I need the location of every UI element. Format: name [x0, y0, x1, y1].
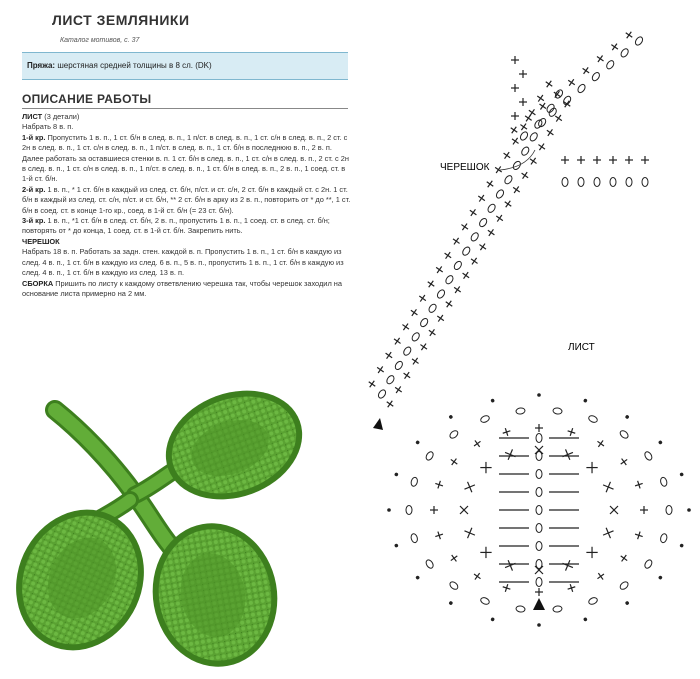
- single-crochet-symbol: [477, 241, 488, 252]
- row1-label: 1-й кр.: [22, 132, 46, 142]
- single-crochet-symbol: [486, 227, 497, 238]
- chain-stitch-symbol: [406, 506, 412, 515]
- chain-stitch-symbol: [410, 477, 418, 487]
- single-crochet-symbol: [508, 124, 519, 135]
- row3-text: 1 в. п., *1 ст. б/н в след. ст. б/н, 2 в. п., пропустить 1 в. п., 1 соед. ст. в след. ст. б/н; повторять от * до конца, 1 соед. ст. в 1-й ст. б/н. Закрепить нить.: [22, 216, 330, 236]
- stem-label-pointer: [500, 150, 535, 170]
- single-crochet-symbol: [472, 438, 483, 449]
- chain-stitch-symbol: [425, 451, 435, 462]
- single-crochet-symbol: [519, 170, 530, 181]
- chain-stitch-symbol: [503, 174, 513, 185]
- single-crochet-symbol: [618, 553, 629, 564]
- single-crochet-symbol: [410, 356, 421, 367]
- chain-stitch-symbol: [394, 360, 404, 371]
- yarn-info-box: [22, 52, 348, 80]
- single-crochet-symbol: [383, 350, 394, 361]
- single-crochet-symbol: [366, 378, 377, 389]
- single-crochet-symbol: [641, 156, 649, 164]
- chain-stitch-symbol: [620, 47, 630, 58]
- chain-stitch-symbol: [411, 331, 421, 342]
- single-crochet-symbol: [425, 278, 436, 289]
- slip-stitch-symbol: [679, 472, 684, 477]
- single-crochet-symbol: [400, 321, 411, 332]
- chain-stitch-symbol: [487, 203, 497, 214]
- chain-stitch-symbol: [605, 59, 615, 70]
- chain-stitch-symbol: [660, 477, 668, 487]
- yarn-label: Пряжа:: [27, 61, 56, 70]
- single-crochet-symbol: [468, 207, 479, 218]
- slip-stitch-symbol: [583, 617, 588, 622]
- chain-stitch-symbol: [425, 559, 435, 570]
- heading-divider: [22, 108, 348, 109]
- chain-stitch-symbol: [516, 605, 526, 612]
- single-crochet-symbol: [519, 70, 527, 78]
- chain-stitch-symbol: [536, 488, 542, 497]
- chain-stitch-symbol: [402, 346, 412, 357]
- slip-stitch-symbol: [448, 414, 453, 419]
- single-crochet-symbol: [640, 506, 648, 514]
- single-crochet-symbol: [519, 98, 527, 106]
- single-crochet-symbol: [502, 583, 512, 593]
- single-crochet-symbol: [625, 156, 633, 164]
- single-crochet-symbol: [443, 298, 454, 309]
- single-crochet-symbol: [484, 178, 495, 189]
- single-crochet-symbol: [545, 127, 556, 138]
- description-heading: ОПИСАНИЕ РАБОТЫ: [22, 92, 152, 106]
- single-crochet-symbol: [595, 53, 606, 64]
- stem-heading: ЧЕРЕШОК: [22, 236, 60, 246]
- single-crochet-symbol: [442, 250, 453, 261]
- single-crochet-symbol: [393, 384, 404, 395]
- single-crochet-symbol: [430, 506, 438, 514]
- slip-stitch-symbol: [658, 440, 663, 445]
- chain-stitch-symbol: [536, 434, 542, 443]
- chain-stitch-symbol: [536, 470, 542, 479]
- single-crochet-symbol: [494, 213, 505, 224]
- slip-stitch-symbol: [415, 440, 420, 445]
- chain-stitch-symbol: [594, 178, 600, 187]
- leaf-photo-top: [150, 372, 317, 518]
- single-crochet-symbol: [511, 84, 519, 92]
- chain-stitch-symbol: [619, 580, 630, 590]
- yarn-value: шерстяная средней толщины в 8 сл. (DK): [57, 61, 212, 70]
- single-crochet-symbol: [501, 150, 512, 161]
- single-crochet-symbol: [535, 424, 543, 432]
- chain-stitch-symbol: [562, 95, 572, 106]
- slip-stitch-symbol: [583, 398, 588, 403]
- chain-stitch-symbol: [626, 178, 632, 187]
- chain-stitch-symbol: [410, 533, 418, 543]
- slip-stitch-symbol: [415, 575, 420, 580]
- chain-stitch-symbol: [553, 605, 563, 612]
- chain-stitch-symbol: [536, 506, 542, 515]
- row1-text: Пропустить 1 в. п., 1 ст. б/н в след. в. п., 1 п/ст. в след. в. п., 1 ст. с/н в след. в. п., 2 ст. с 2н в след. в. п., 1 ст. с/н в след. в. п., 1 п/ст. в след. в. п., 1 ст. б/н в последнюю в. п., 2 в. п. Далее работать за оставшиеся стенки в. п. 1 ст. б/н в след. в. п., 1 ст. с/н в след. в. п., 2 ст. с 2н в след. в. п., 1 ст. с/н в след. в. п., 1 п/ст. в след. в. п., 1 ст. б/н в след. в. п., 2 в. п., 1 соед. ст. в 1-й ст. б/н.: [22, 132, 349, 184]
- catalog-reference: Каталог мотивов, с. 37: [60, 37, 140, 44]
- single-crochet-symbol: [480, 462, 491, 473]
- chain-stitch-symbol: [516, 407, 526, 414]
- single-crochet-symbol: [409, 307, 420, 318]
- single-crochet-symbol: [527, 107, 538, 118]
- single-crochet-symbol: [434, 530, 444, 540]
- row3-label: 3-й кр.: [22, 216, 46, 226]
- chain-stitch-symbol: [449, 429, 460, 439]
- slip-stitch-symbol: [625, 601, 630, 606]
- single-crochet-symbol: [375, 364, 386, 375]
- single-crochet-symbol: [434, 480, 444, 490]
- chain-stitch-symbol: [480, 596, 491, 605]
- crochet-diagram: [350, 0, 700, 679]
- single-crochet-symbol: [562, 449, 572, 459]
- single-crochet-symbol: [595, 571, 606, 582]
- chain-stitch-symbol: [536, 578, 542, 587]
- single-crochet-symbol: [511, 56, 519, 64]
- leaf-note: (3 детали): [44, 112, 80, 121]
- single-crochet-symbol: [469, 256, 480, 267]
- single-crochet-symbol: [434, 264, 445, 275]
- single-crochet-symbol: [528, 156, 539, 167]
- single-crochet-symbol: [610, 506, 618, 514]
- single-crochet-symbol: [510, 136, 521, 147]
- chain-stitch-symbol: [536, 452, 542, 461]
- chain-stitch-symbol: [428, 303, 438, 314]
- chain-stitch-symbol: [478, 217, 488, 228]
- single-crochet-symbol: [452, 284, 463, 295]
- chain-stitch-symbol: [660, 533, 668, 543]
- single-crochet-symbol: [417, 293, 428, 304]
- single-crochet-symbol: [603, 482, 613, 492]
- single-crochet-symbol: [502, 427, 512, 437]
- single-crochet-symbol: [427, 327, 438, 338]
- slip-stitch-symbol: [387, 508, 391, 512]
- leaf-label: ЛИСТ: [568, 342, 595, 353]
- single-crochet-symbol: [595, 438, 606, 449]
- slip-stitch-symbol: [625, 414, 630, 419]
- chain-stitch-symbol: [470, 231, 480, 242]
- stem-diagram: [366, 29, 649, 409]
- single-crochet-symbol: [577, 156, 585, 164]
- chain-stitch-symbol: [578, 178, 584, 187]
- single-crochet-symbol: [435, 313, 446, 324]
- single-crochet-symbol: [401, 370, 412, 381]
- single-crochet-symbol: [418, 341, 429, 352]
- single-crochet-symbol: [561, 156, 569, 164]
- single-crochet-symbol: [634, 530, 644, 540]
- single-crochet-symbol: [464, 528, 474, 538]
- stem-text: Набрать 18 в. п. Работать за задн. стен. каждой в. п. Пропустить 1 в. п., 1 ст. б/н в каждую из след. 4 в. п., 1 ст. б/н в каждую из след. 6 в. п., 5 в. п., пропустить 1 в. п., 1 ст. б/н в каждую из след. 4 в. п., 1 ст. б/н в каждую из след. 13 в. п.: [22, 247, 344, 278]
- single-crochet-symbol: [505, 449, 515, 459]
- chain-stitch-symbol: [610, 178, 616, 187]
- row2-label: 2-й кр.: [22, 184, 46, 194]
- slip-stitch-symbol: [394, 543, 399, 548]
- single-crochet-symbol: [448, 456, 459, 467]
- chain-stitch-symbol: [444, 274, 454, 285]
- single-crochet-symbol: [518, 121, 529, 132]
- single-crochet-symbol: [502, 198, 513, 209]
- slip-stitch-symbol: [679, 543, 684, 548]
- single-crochet-symbol: [523, 113, 534, 124]
- single-crochet-symbol: [535, 93, 546, 104]
- single-crochet-symbol: [566, 583, 576, 593]
- chain-stitch-symbol: [666, 506, 672, 515]
- single-crochet-symbol: [609, 156, 617, 164]
- chain-stitch-symbol: [495, 189, 505, 200]
- single-crochet-symbol: [566, 77, 577, 88]
- single-crochet-symbol: [603, 528, 613, 538]
- chain-stitch-symbol: [529, 131, 539, 142]
- chain-stitch-symbol: [588, 414, 599, 423]
- single-crochet-symbol: [511, 112, 519, 120]
- chain-stitch-symbol: [480, 414, 491, 423]
- start-marker-leaf: [533, 598, 545, 610]
- single-crochet-symbol: [448, 553, 459, 564]
- single-crochet-symbol: [618, 456, 629, 467]
- chain-stitch-symbol: [619, 429, 630, 439]
- single-crochet-symbol: [562, 560, 572, 570]
- chain-stitch-symbol: [642, 178, 648, 187]
- leaf-diagram: [387, 393, 691, 627]
- slip-stitch-symbol: [394, 472, 399, 477]
- chain-stitch-symbol: [536, 524, 542, 533]
- slip-stitch-symbol: [490, 617, 495, 622]
- single-crochet-symbol: [566, 427, 576, 437]
- chain-stitch-symbol: [461, 246, 471, 257]
- single-crochet-symbol: [580, 65, 591, 76]
- chain-stitch-symbol: [419, 317, 429, 328]
- chain-stitch-symbol: [536, 542, 542, 551]
- single-crochet-symbol: [535, 588, 543, 596]
- single-crochet-symbol: [459, 221, 470, 232]
- single-crochet-symbol: [480, 547, 491, 558]
- single-crochet-symbol: [609, 41, 620, 52]
- single-crochet-symbol: [392, 336, 403, 347]
- leaf-heading: ЛИСТ: [22, 112, 43, 121]
- single-crochet-symbol: [623, 29, 634, 40]
- chain-stitch-symbol: [377, 389, 387, 400]
- chain-stitch-symbol: [385, 374, 395, 385]
- chain-stitch-symbol: [562, 178, 568, 187]
- chain-stitch-symbol: [643, 451, 653, 462]
- single-crochet-symbol: [460, 506, 468, 514]
- chain-stitch-symbol: [453, 260, 463, 271]
- chain-stitch-symbol: [512, 160, 522, 171]
- chain-stitch-symbol: [588, 596, 599, 605]
- slip-stitch-symbol: [537, 623, 541, 627]
- instructions-text: [22, 112, 352, 299]
- single-crochet-symbol: [460, 270, 471, 281]
- chain-stitch-symbol: [634, 36, 644, 47]
- slip-stitch-symbol: [537, 393, 541, 397]
- single-crochet-symbol: [511, 184, 522, 195]
- single-crochet-symbol: [464, 482, 474, 492]
- assembly-heading: СБОРКА: [22, 278, 54, 288]
- chain-stitch-symbol: [536, 560, 542, 569]
- single-crochet-symbol: [586, 462, 597, 473]
- slip-stitch-symbol: [490, 398, 495, 403]
- assembly-text: Пришить по листу к каждому ответвлению черешка так, чтобы черешок заходил на основание листа примерно на 2 мм.: [22, 278, 342, 298]
- single-crochet-symbol: [451, 236, 462, 247]
- slip-stitch-symbol: [658, 575, 663, 580]
- single-crochet-symbol: [476, 193, 487, 204]
- start-marker-stem: [373, 418, 383, 430]
- single-crochet-symbol: [593, 156, 601, 164]
- single-crochet-symbol: [536, 141, 547, 152]
- slip-stitch-symbol: [687, 508, 691, 512]
- leaf-photo: [0, 370, 330, 670]
- chain-stitch-symbol: [519, 131, 529, 142]
- single-crochet-symbol: [634, 480, 644, 490]
- single-crochet-symbol: [505, 560, 515, 570]
- chain-stitch-symbol: [554, 89, 564, 100]
- single-crochet-symbol: [472, 571, 483, 582]
- chain-stitch-symbol: [576, 83, 586, 94]
- single-crochet-symbol: [586, 547, 597, 558]
- chain-stitch-symbol: [449, 580, 460, 590]
- single-crochet-symbol: [543, 78, 554, 89]
- stem-label: ЧЕРЕШОК: [440, 162, 490, 173]
- row2-text: 1 в. п., * 1 ст. б/н в каждый из след. ст. б/н, п/ст. и ст. с/н, 2 ст. б/н в каждый ст. с 2н. 1 ст. б/н в каждый из след. ст. с/н, п/ст. и ст. б/н, ** 2 ст. б/н в арку из 2 в. п., повторить от * до **, 1 ст. б/н в соед. ст. в конце 1-го кр., соед. в 1-й ст. б/н (= 23 ст. б/н).: [22, 184, 351, 215]
- chain-stitch-symbol: [553, 407, 563, 414]
- chain-stitch-symbol: [643, 559, 653, 570]
- chain-stitch-symbol: [436, 289, 446, 300]
- leaf-start: Набрать 8 в. п.: [22, 122, 74, 132]
- page-title: ЛИСТ ЗЕМЛЯНИКИ: [52, 12, 190, 28]
- chain-stitch-symbol: [591, 71, 601, 82]
- single-crochet-symbol: [384, 398, 395, 409]
- slip-stitch-symbol: [448, 601, 453, 606]
- chain-stitch-symbol: [520, 146, 530, 157]
